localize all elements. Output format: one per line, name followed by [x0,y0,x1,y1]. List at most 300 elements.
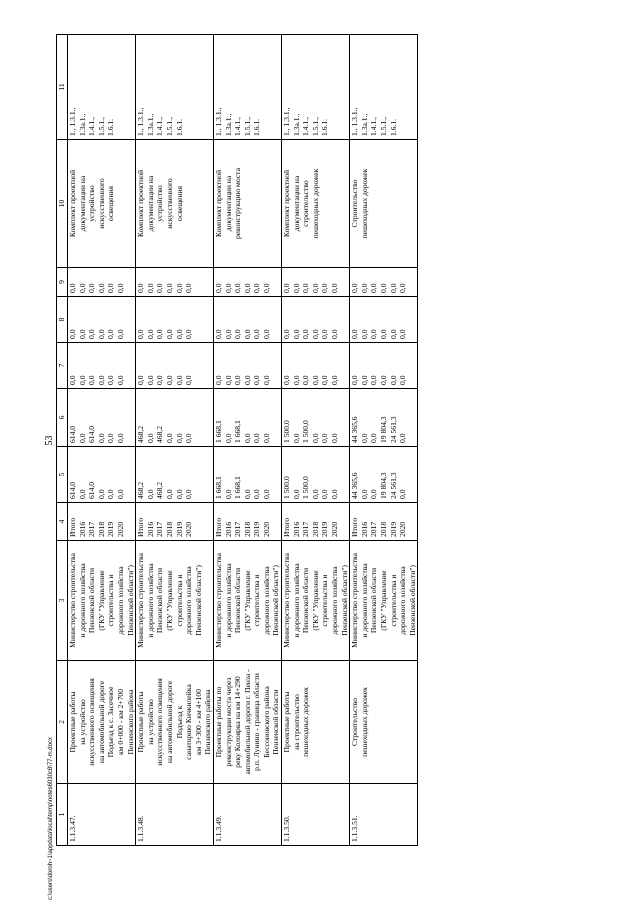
other-sources-line: 0,0 [252,283,262,293]
regional-budget-line: 0,0 [359,433,369,443]
table-row [350,35,418,846]
column-number: 9 [57,268,68,297]
column-number: 11 [57,35,68,140]
other-sources-line: 0,0 [174,283,184,293]
federal-budget-line: 0,0 [174,375,184,385]
year-list-line: 2020 [330,521,340,537]
other-sources-cell [136,268,214,297]
expected-result-line: документации на [291,175,301,232]
executor-cell [213,541,281,661]
indicator-codes-line: 1.4.1., [87,117,97,136]
executor-line: Пензенской области") [339,565,349,636]
file-path-text: c:\users\doroh~1\appdata\local\temp\notes6030c8\77-m.docx [48,737,54,900]
year-list-line: Итого [68,517,77,537]
indicator-codes-line: 1.3а.1., [291,113,301,136]
regional-budget-line: 0,0 [320,433,330,443]
table-row [282,35,350,846]
work-name-line: р.п. Лунино - граница области [252,673,262,771]
expected-result-cell [68,140,136,268]
year-list-line: 2019 [320,521,330,537]
expected-result-line: Комплект проектной [136,169,146,238]
column-number: 8 [57,297,68,343]
other-sources-line: 0,0 [223,283,233,293]
executor-line: Министерство строительства [68,553,77,648]
other-sources-line: 0,0 [164,283,174,293]
federal-budget-line: 0,0 [87,375,97,385]
federal-budget-line: 0,0 [359,375,369,385]
regional-budget-line: 44 365,6 [350,416,360,443]
expected-result-line: Строительство [350,179,360,228]
executor-line: строительства и [388,574,398,627]
executor-line: (ГКУ "Управление [379,570,388,631]
local-budget-line: 0,0 [330,329,340,339]
expected-result-line: Комплект проектной [68,169,77,238]
year-list-line: 2020 [261,521,271,537]
executor-line: Министерство строительства [350,553,360,648]
executor-line: Пензенской области [87,567,97,634]
expected-result-line: освещения [174,185,184,222]
federal-budget-line: 0,0 [136,375,146,385]
federal-budget-line: 0,0 [145,375,155,385]
year-list-line: 2016 [145,521,155,537]
year-list-line: 2017 [87,521,97,537]
expected-result-line: искусственного [96,178,106,229]
total-funding-line: 0,0 [174,489,184,499]
federal-budget-cell [350,343,418,389]
federal-budget-line: 0,0 [330,375,340,385]
program-table [56,34,418,846]
executor-line: (ГКУ "Управление [310,570,320,631]
other-sources-cell [68,268,136,297]
federal-budget-line: 0,0 [164,375,174,385]
indicator-codes-line: 1.6.1. [388,118,398,136]
total-funding-line: 44 365,6 [350,472,360,499]
item-number-cell [213,784,281,846]
work-name-line: искусственного освещения [87,678,97,766]
column-number: 7 [57,343,68,389]
regional-budget-line: 0,0 [115,433,125,443]
year-list-cell [136,503,214,541]
work-name-line: на устройство [145,699,155,745]
executor-line: Министерство строительства [213,553,223,648]
expected-result-line: документации на [77,175,87,232]
work-name-line: реку Колоярка на км 14+290 [233,676,243,768]
other-sources-line: 0,0 [379,283,388,293]
regional-budget-line: 0,0 [252,433,262,443]
work-name-line: на строительство [291,694,301,750]
federal-budget-line: 0,0 [115,375,125,385]
expected-result-cell [282,140,350,268]
indicator-codes-cell [68,35,136,140]
regional-budget-line: 0,0 [261,433,271,443]
local-budget-line: 0,0 [261,329,271,339]
item-number: 1.1.3.48. [136,815,146,842]
column-number: 3 [57,541,68,661]
executor-line: строительства и [106,574,116,627]
item-number: 1.1.3.51. [350,815,360,842]
year-list-line: 2020 [398,521,408,537]
federal-budget-line: 0,0 [223,375,233,385]
other-sources-line: 0,0 [155,283,165,293]
year-list-line: 2017 [369,521,379,537]
table-row [68,35,136,846]
regional-budget-line: 1 500,0 [301,420,311,443]
indicator-codes-line: 1.6.1. [252,118,262,136]
local-budget-line: 0,0 [359,329,369,339]
indicator-codes-line: 1.3а.1., [359,113,369,136]
regional-budget-cell [136,389,214,447]
total-funding-line: 1 500,0 [282,476,292,499]
other-sources-line: 0,0 [106,283,116,293]
regional-budget-cell [350,389,418,447]
expected-result-line: пешеходных дорожек [359,168,369,239]
indicator-codes-line: 1., 1.3.1., [68,107,77,136]
year-list-line: Итого [282,517,292,537]
federal-budget-cell [136,343,214,389]
executor-line: и дорожного хозяйства [77,563,87,638]
indicator-codes-line: 1.3а.1., [145,113,155,136]
expected-result-line: пешеходных дорожек [310,168,320,239]
expected-result-line: освещения [106,185,116,222]
other-sources-cell [282,268,350,297]
work-name-line: на устройство [77,699,87,745]
year-list-line: 2018 [379,521,388,537]
executor-line: Пензенской области") [407,565,417,636]
indicator-codes-line: 1.3а.1., [223,113,233,136]
item-number-cell [68,784,136,846]
local-budget-cell [136,297,214,343]
local-budget-line: 0,0 [155,329,165,339]
local-budget-cell [68,297,136,343]
regional-budget-line: 0,0 [330,433,340,443]
file-path-footer [40,737,64,905]
other-sources-line: 0,0 [136,283,146,293]
federal-budget-cell [213,343,281,389]
federal-budget-line: 0,0 [291,375,301,385]
work-name-line: Пензенского района [203,689,213,755]
year-list-line: 2016 [359,521,369,537]
column-number-row [57,35,68,846]
expected-result-line: Комплект проектной [282,169,292,238]
federal-budget-line: 0,0 [379,375,388,385]
regional-budget-line: 1 668,1 [213,420,223,443]
year-list-line: 2016 [223,521,233,537]
item-number: 1.1.3.49. [213,815,223,842]
total-funding-line: 0,0 [242,489,252,499]
executor-cell [136,541,214,661]
work-name-line: пешеходных дорожек [301,687,311,757]
total-funding-line: 614,0 [87,481,97,499]
executor-line: дорожного хозяйства [184,566,194,635]
year-list-line: 2018 [310,521,320,537]
local-budget-line: 0,0 [310,329,320,339]
federal-budget-cell [282,343,350,389]
total-funding-cell [282,447,350,503]
executor-line: (ГКУ "Управление [242,570,252,631]
regional-budget-cell [213,389,281,447]
other-sources-cell [350,268,418,297]
total-funding-cell [136,447,214,503]
regional-budget-line: 1 500,0 [282,420,292,443]
work-name-line: искусственного освещения [155,678,165,766]
executor-line: и дорожного хозяйства [359,563,369,638]
local-budget-line: 0,0 [115,329,125,339]
executor-line: строительства и [320,574,330,627]
other-sources-line: 0,0 [96,283,106,293]
local-budget-cell [350,297,418,343]
work-name-line: Проектные работы [282,691,292,753]
column-number: 5 [57,447,68,503]
year-list-line: 2019 [388,521,398,537]
other-sources-line: 0,0 [350,283,360,293]
local-budget-line: 0,0 [174,329,184,339]
local-budget-line: 0,0 [136,329,146,339]
regional-budget-cell [282,389,350,447]
other-sources-line: 0,0 [233,283,243,293]
indicator-codes-line: 1., 1.3.1., [282,107,292,136]
year-list-line: 2016 [291,521,301,537]
local-budget-line: 0,0 [388,329,398,339]
other-sources-line: 0,0 [77,283,87,293]
total-funding-line: 0,0 [291,489,301,499]
total-funding-line: 0,0 [223,489,233,499]
local-budget-line: 0,0 [369,329,379,339]
indicator-codes-line: 1.5.1., [96,117,106,136]
executor-line: Пензенской области [301,567,311,634]
regional-budget-line: 0,0 [310,433,320,443]
item-number-cell [282,784,350,846]
expected-result-cell [350,140,418,268]
total-funding-line: 19 804,3 [379,472,388,499]
work-name-cell [213,661,281,784]
other-sources-line: 0,0 [213,283,223,293]
executor-line: Министерство строительства [282,553,292,648]
total-funding-line: 0,0 [184,489,194,499]
expected-result-line: Комплект проектной [213,169,223,238]
total-funding-line: 0,0 [398,489,408,499]
total-funding-line: 0,0 [320,489,330,499]
federal-budget-line: 0,0 [213,375,223,385]
federal-budget-line: 0,0 [106,375,116,385]
federal-budget-line: 0,0 [310,375,320,385]
local-budget-line: 0,0 [320,329,330,339]
federal-budget-line: 0,0 [388,375,398,385]
local-budget-line: 0,0 [77,329,87,339]
other-sources-line: 0,0 [330,283,340,293]
federal-budget-line: 0,0 [398,375,408,385]
column-number: 4 [57,503,68,541]
total-funding-line: 0,0 [106,489,116,499]
total-funding-line: 468,2 [155,481,165,499]
executor-line: строительства и [174,574,184,627]
expected-result-line: документации на [145,175,155,232]
federal-budget-line: 0,0 [77,375,87,385]
work-name-line: км 3+300 - км 4+100 [193,688,203,756]
regional-budget-line: 0,0 [369,433,379,443]
regional-budget-line: 0,0 [106,433,116,443]
other-sources-line: 0,0 [184,283,194,293]
indicator-codes-line: 1.4.1., [155,117,165,136]
indicator-codes-line: 1.4.1., [233,117,243,136]
local-budget-line: 0,0 [68,329,77,339]
federal-budget-line: 0,0 [96,375,106,385]
total-funding-line: 0,0 [252,489,262,499]
regional-budget-line: 0,0 [291,433,301,443]
regional-budget-line: 0,0 [223,433,233,443]
indicator-codes-line: 1.3а.1., [77,113,87,136]
other-sources-line: 0,0 [291,283,301,293]
executor-line: и дорожного хозяйства [291,563,301,638]
other-sources-line: 0,0 [261,283,271,293]
expected-result-line: строительство [301,180,311,227]
column-number: 1 [57,784,68,846]
local-budget-cell [213,297,281,343]
other-sources-line: 0,0 [282,283,292,293]
total-funding-cell [213,447,281,503]
year-list-cell [68,503,136,541]
regional-budget-line: 614,0 [68,425,77,443]
regional-budget-line: 0,0 [96,433,106,443]
total-funding-line: 1 668,1 [213,476,223,499]
other-sources-line: 0,0 [68,283,77,293]
total-funding-line: 0,0 [115,489,125,499]
total-funding-line: 1 500,0 [301,476,311,499]
expected-result-cell [213,140,281,268]
local-budget-line: 0,0 [252,329,262,339]
year-list-line: 2020 [115,521,125,537]
local-budget-line: 0,0 [242,329,252,339]
item-number: 1.1.3.50. [282,815,292,842]
work-name-cell [282,661,350,784]
executor-line: (ГКУ "Управление [96,570,106,631]
expected-result-line: искусственного [164,178,174,229]
other-sources-line: 0,0 [359,283,369,293]
work-name-line: км 0+000 - км 2+700 [115,688,125,756]
indicator-codes-line: 1.6.1. [106,118,116,136]
work-name-line: Пензенской области [271,689,281,755]
total-funding-line: 0,0 [77,489,87,499]
year-list-line: 2018 [96,521,106,537]
regional-budget-line: 614,0 [87,425,97,443]
work-name-line: Проектные работы по [213,686,223,758]
executor-line: и дорожного хозяйства [145,563,155,638]
indicator-codes-line: 1., 1.3.1., [136,107,146,136]
other-sources-line: 0,0 [87,283,97,293]
regional-budget-line: 0,0 [184,433,194,443]
indicator-codes-line: 1.6.1. [320,118,330,136]
executor-line: дорожного хозяйства [330,566,340,635]
other-sources-line: 0,0 [242,283,252,293]
column-number: 2 [57,661,68,784]
local-budget-line: 0,0 [291,329,301,339]
work-name-line: на автомобильной дороге [96,680,106,764]
local-budget-line: 0,0 [213,329,223,339]
year-list-line: 2016 [77,521,87,537]
work-name-line: реконструкции моста через [223,677,233,767]
total-funding-line: 0,0 [96,489,106,499]
item-number-cell [350,784,418,846]
federal-budget-line: 0,0 [301,375,311,385]
work-name-cell [350,661,418,784]
indicator-codes-line: 1.5.1., [379,117,388,136]
federal-budget-line: 0,0 [369,375,379,385]
local-budget-line: 0,0 [379,329,388,339]
executor-line: Пензенской области [155,567,165,634]
year-list-cell [350,503,418,541]
total-funding-line: 0,0 [310,489,320,499]
indicator-codes-line: 1.5.1., [310,117,320,136]
local-budget-line: 0,0 [87,329,97,339]
local-budget-line: 0,0 [282,329,292,339]
local-budget-line: 0,0 [184,329,194,339]
year-list-line: 2017 [155,521,165,537]
column-number: 10 [57,140,68,268]
regional-budget-line: 1 668,1 [233,420,243,443]
indicator-codes-cell [213,35,281,140]
federal-budget-line: 0,0 [233,375,243,385]
federal-budget-line: 0,0 [320,375,330,385]
federal-budget-line: 0,0 [184,375,194,385]
executor-cell [282,541,350,661]
page-number: 53 [44,435,55,446]
federal-budget-line: 0,0 [155,375,165,385]
regional-budget-line: 468,2 [155,425,165,443]
indicator-codes-cell [136,35,214,140]
other-sources-line: 0,0 [369,283,379,293]
expected-result-cell [136,140,214,268]
year-list-line: 2018 [242,521,252,537]
local-budget-line: 0,0 [106,329,116,339]
federal-budget-cell [68,343,136,389]
executor-line: дорожного хозяйства [261,566,271,635]
year-list-line: 2017 [301,521,311,537]
federal-budget-line: 0,0 [282,375,292,385]
work-name-line: на автомобильной дороге [164,680,174,764]
indicator-codes-line: 1.4.1., [301,117,311,136]
other-sources-line: 0,0 [115,283,125,293]
total-funding-line: 614,0 [68,481,77,499]
year-list-line: 2017 [233,521,243,537]
regional-budget-line: 19 804,3 [379,416,388,443]
executor-line: дорожного хозяйства [398,566,408,635]
other-sources-cell [213,268,281,297]
executor-line: Пензенской области [233,567,243,634]
executor-line: дорожного хозяйства [115,566,125,635]
executor-line: Пензенской области [369,567,379,634]
rotated-page [40,35,604,846]
total-funding-line: 0,0 [261,489,271,499]
total-funding-line: 0,0 [145,489,155,499]
total-funding-line: 0,0 [359,489,369,499]
indicator-codes-line: 1.4.1., [369,117,379,136]
other-sources-line: 0,0 [388,283,398,293]
total-funding-cell [350,447,418,503]
regional-budget-line: 24 561,3 [388,416,398,443]
total-funding-cell [68,447,136,503]
year-list-line: 2019 [106,521,116,537]
regional-budget-line: 0,0 [398,433,408,443]
indicator-codes-line: 1., 1.3.1., [213,107,223,136]
regional-budget-line: 0,0 [145,433,155,443]
column-number: 6 [57,389,68,447]
work-name-line: санаторию Кичкилейка [184,684,194,760]
other-sources-line: 0,0 [398,283,408,293]
total-funding-line: 468,2 [136,481,146,499]
regional-budget-line: 468,2 [136,425,146,443]
indicator-codes-line: 1.5.1., [242,117,252,136]
executor-line: (ГКУ "Управление [164,570,174,631]
other-sources-line: 0,0 [320,283,330,293]
